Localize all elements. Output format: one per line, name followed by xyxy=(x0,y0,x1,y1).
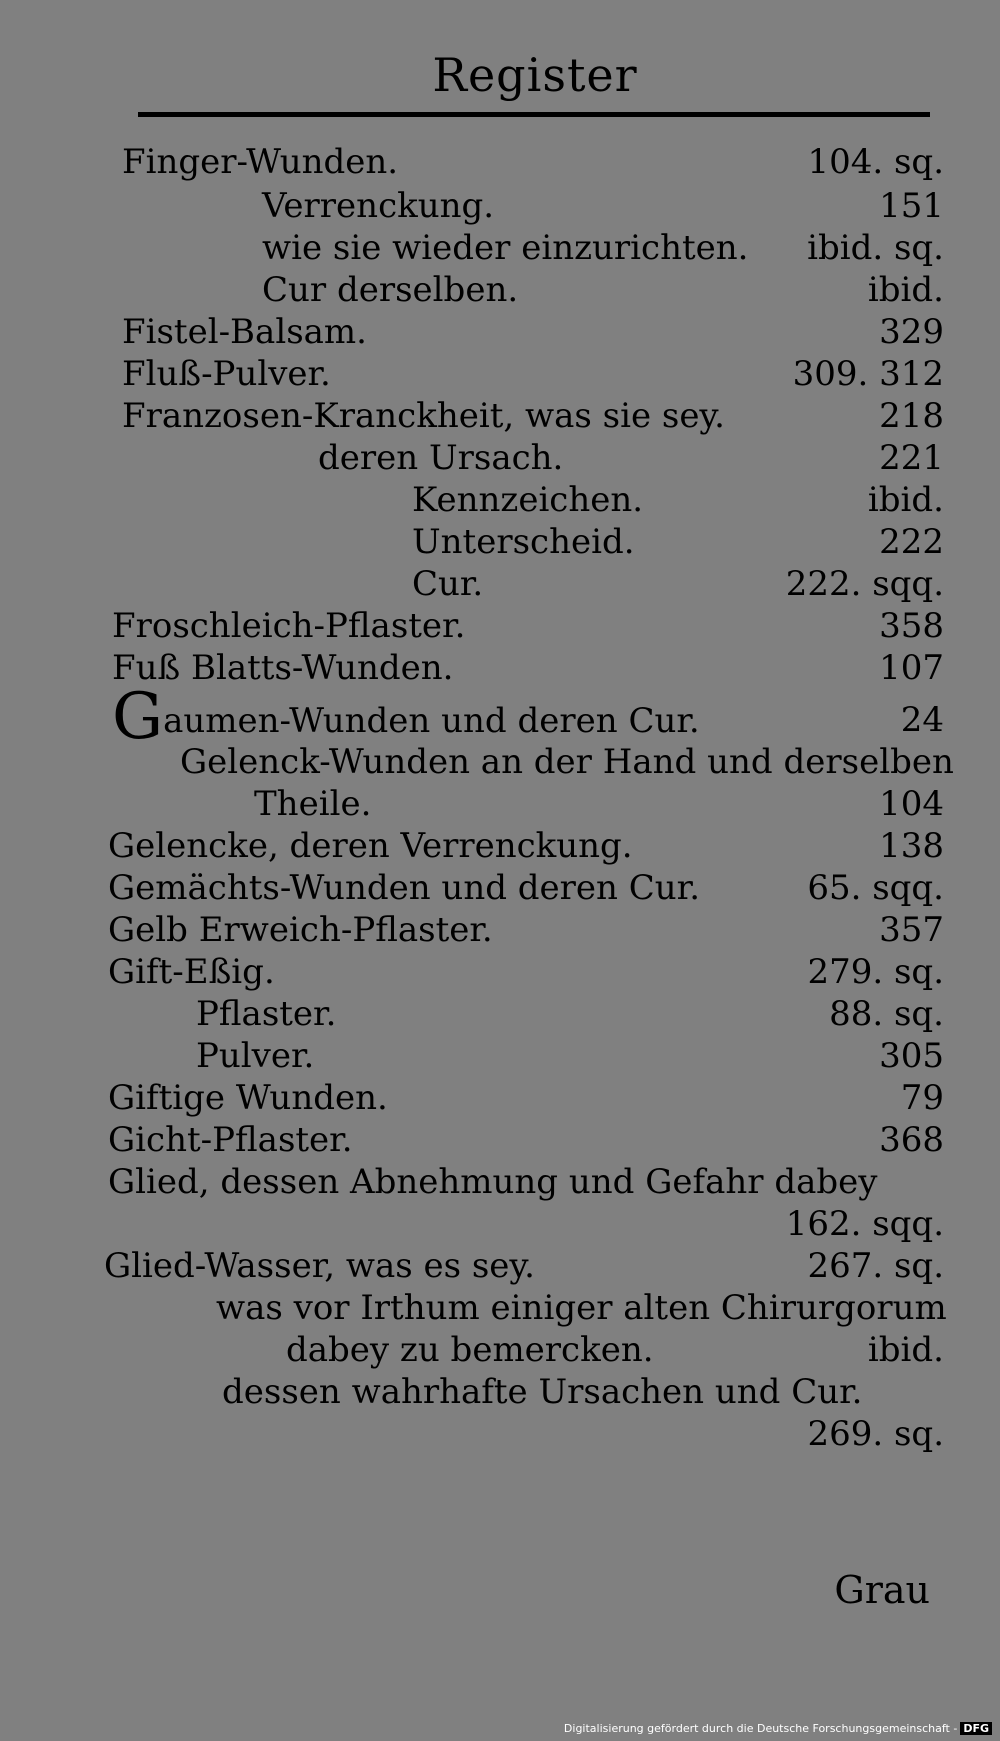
entry-text xyxy=(318,438,563,478)
register-entry xyxy=(0,142,1000,186)
register-entry xyxy=(0,1204,1000,1248)
register-entry xyxy=(0,228,1000,272)
entry-page: 305 xyxy=(879,1036,944,1076)
entry-page: 104. sq. xyxy=(807,142,944,182)
entry-text xyxy=(196,994,336,1034)
register-entry xyxy=(0,1078,1000,1122)
entry-label: Gelenck-Wunden an der Hand und derselben xyxy=(180,742,954,782)
entry-label: Gelb Erweich-Pflaster. xyxy=(108,910,493,950)
entry-label: Fluß-Pulver. xyxy=(122,354,331,394)
entry-text xyxy=(108,952,275,992)
entry-label: Franzosen-Kranckheit, was sie sey. xyxy=(122,396,725,436)
register-entry xyxy=(0,784,1000,828)
footer xyxy=(564,1722,992,1735)
entry-text xyxy=(222,1372,862,1412)
register-entry xyxy=(0,1414,1000,1458)
entry-text xyxy=(262,186,494,226)
register-entry xyxy=(0,994,1000,1038)
entry-page: 88. sq. xyxy=(829,994,944,1034)
entry-label: Fistel-Balsam. xyxy=(122,312,367,352)
entry-page: 358 xyxy=(879,606,944,646)
entry-page: 104 xyxy=(879,784,944,824)
register-entry xyxy=(0,1036,1000,1080)
entry-page: ibid. sq. xyxy=(807,228,944,268)
entry-label: Froschleich-Pflaster. xyxy=(112,606,466,646)
entry-text xyxy=(122,396,725,436)
entry-text xyxy=(254,784,371,824)
entry-label: deren Ursach. xyxy=(318,438,564,478)
entry-page: 368 xyxy=(879,1120,944,1160)
entry-label: Gift-Eßig. xyxy=(108,952,275,992)
entry-label: Giftige Wunden. xyxy=(108,1078,388,1118)
entry-page: 79 xyxy=(900,1078,944,1118)
entry-text xyxy=(122,142,398,182)
footer-text: Digitalisierung gefördert durch die Deutsche Forschungsgemeinschaft - xyxy=(563,1722,958,1735)
entry-label: Pflaster. xyxy=(196,994,337,1034)
entry-page: 65. sqq. xyxy=(807,868,944,908)
entry-text xyxy=(180,742,954,782)
entry-text xyxy=(108,1162,877,1202)
entry-label: Glied, dessen Abnehmung und Gefahr dabey xyxy=(108,1162,878,1202)
register-entry xyxy=(0,438,1000,482)
entry-page: 357 xyxy=(879,910,944,950)
entry-label: Fuß Blatts-Wunden. xyxy=(112,648,454,688)
entry-label: was vor Irthum einiger alten Chirurgorum xyxy=(216,1288,947,1328)
header-rule xyxy=(138,112,930,117)
entry-text xyxy=(412,522,635,562)
entry-text xyxy=(108,1078,388,1118)
entry-label: Theile. xyxy=(254,784,372,824)
entry-page: 329 xyxy=(879,312,944,352)
entry-page: ibid. xyxy=(867,480,944,520)
register-entry xyxy=(0,868,1000,912)
entry-label: Finger-Wunden. xyxy=(122,142,399,182)
entry-page: 151 xyxy=(879,186,944,226)
entry-text xyxy=(412,480,643,520)
register-entry xyxy=(0,1288,1000,1332)
entry-text xyxy=(122,312,367,352)
entry-text xyxy=(216,1288,947,1328)
entry-text xyxy=(286,1330,654,1370)
entry-label: dessen wahrhafte Ursachen und Cur. xyxy=(222,1372,863,1412)
entry-page: 222. sqq. xyxy=(785,564,944,604)
entry-text xyxy=(262,270,518,310)
register-entry xyxy=(0,354,1000,398)
entry-text xyxy=(412,564,483,604)
entry-page: 269. sq. xyxy=(807,1414,944,1454)
entry-page: 267. sq. xyxy=(807,1246,944,1286)
register-entry xyxy=(0,680,1000,754)
entry-label: Gemächts-Wunden und deren Cur. xyxy=(108,868,700,908)
entry-page: 24 xyxy=(900,700,944,740)
entry-text xyxy=(108,1120,353,1160)
register-entry xyxy=(0,910,1000,954)
entry-label: Verrenckung. xyxy=(262,186,495,226)
entry-label: Glied-Wasser, was es sey. xyxy=(104,1246,535,1286)
register-entry xyxy=(0,1120,1000,1164)
register-entry xyxy=(0,1330,1000,1374)
register-entry xyxy=(0,564,1000,608)
page-title: Register xyxy=(432,48,638,102)
entry-page: ibid. xyxy=(867,1330,944,1370)
entry-label: Gicht-Pflaster. xyxy=(108,1120,353,1160)
entry-page: 221 xyxy=(879,438,944,478)
entry-text xyxy=(262,228,748,268)
register-entry xyxy=(0,312,1000,356)
register-entry xyxy=(0,480,1000,524)
entry-label: Unterscheid. xyxy=(412,522,635,562)
entry-text xyxy=(122,354,331,394)
entry-text xyxy=(112,648,454,688)
entry-text xyxy=(108,910,493,950)
register-entry xyxy=(0,1372,1000,1416)
register-entry xyxy=(0,186,1000,230)
register-entry xyxy=(0,1162,1000,1206)
catchword: Grau xyxy=(834,1568,930,1612)
entry-page: ibid. xyxy=(867,270,944,310)
initial-letter: G xyxy=(112,680,164,754)
entry-page: 309. 312 xyxy=(792,354,944,394)
entry-label: aumen-Wunden und deren Cur. xyxy=(163,701,700,741)
entry-label: Gelencke, deren Verrenckung. xyxy=(108,826,633,866)
entry-label: Kennzeichen. xyxy=(412,480,644,520)
entry-label: wie sie wieder einzurichten. xyxy=(262,228,749,268)
entry-text xyxy=(108,826,633,866)
register-entry xyxy=(0,742,1000,786)
register-entry xyxy=(0,606,1000,650)
register-entry xyxy=(0,396,1000,440)
register-entry xyxy=(0,522,1000,566)
entry-page: 162. sqq. xyxy=(785,1204,944,1244)
entry-text xyxy=(196,1036,314,1076)
register-entry xyxy=(0,270,1000,314)
register-entry xyxy=(0,826,1000,870)
entry-text xyxy=(112,606,465,646)
entry-page: 279. sq. xyxy=(807,952,944,992)
entry-text xyxy=(108,868,700,908)
entry-label: dabey zu bemercken. xyxy=(286,1330,654,1370)
dfg-badge: DFG xyxy=(960,1722,992,1735)
entry-label: Cur derselben. xyxy=(262,270,519,310)
entry-page: 222 xyxy=(879,522,944,562)
entry-label: Cur. xyxy=(412,564,484,604)
entry-text xyxy=(112,680,700,754)
entry-text xyxy=(104,1246,535,1286)
entry-label: Pulver. xyxy=(196,1036,315,1076)
entry-page: 218 xyxy=(879,396,944,436)
entry-page: 138 xyxy=(879,826,944,866)
register-entry xyxy=(0,1246,1000,1290)
register-entry xyxy=(0,952,1000,996)
entry-page: 107 xyxy=(879,648,944,688)
